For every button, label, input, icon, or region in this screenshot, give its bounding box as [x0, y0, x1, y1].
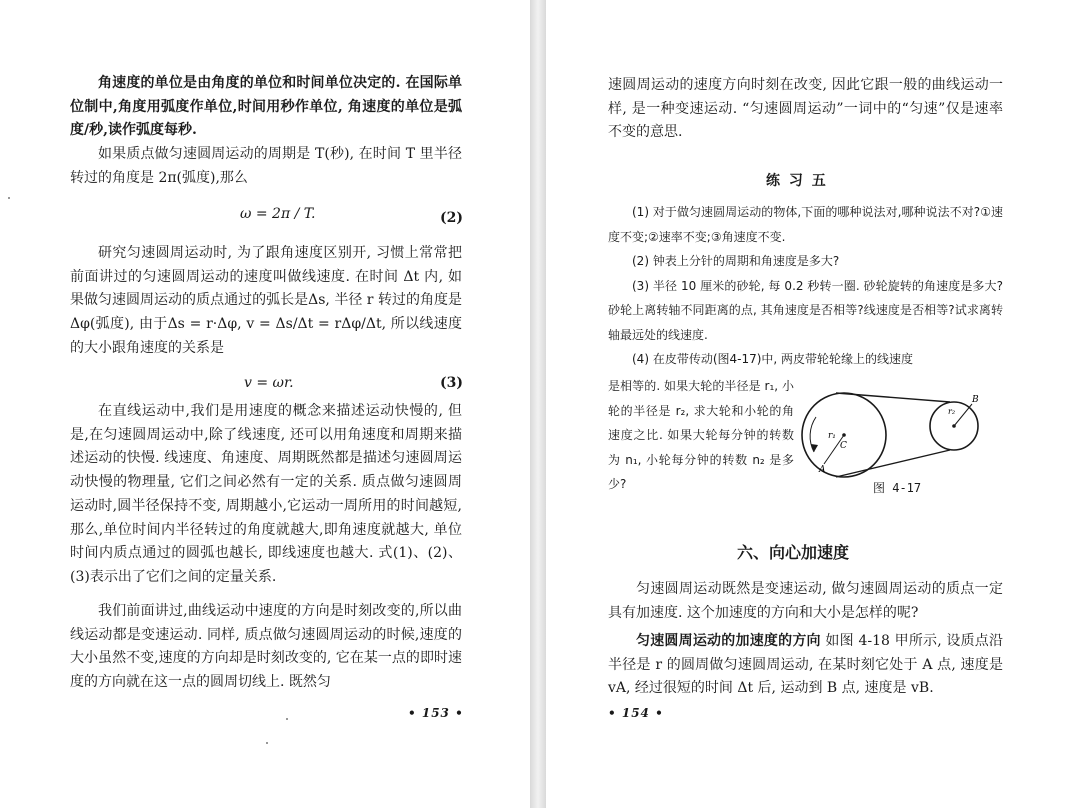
paragraph-lead: 匀速圆周运动的加速度的方向: [636, 633, 821, 649]
exercise-1: (1) 对于做匀速圆周运动的物体,下面的哪种说法对,哪种说法不对?①速度不变;②速率不变;③角速度不变.: [608, 205, 1003, 244]
exercise-title: 练 习 五: [766, 173, 828, 189]
equation-3-number: (3): [440, 375, 463, 391]
page-number-154: • 154 •: [608, 706, 664, 720]
scan-speck: [286, 718, 288, 720]
small-radius: [954, 404, 972, 426]
section-title: 六、向心加速度: [737, 543, 850, 562]
lower-belt: [836, 450, 950, 477]
r2-label: r₂: [948, 407, 956, 416]
relation-paragraph: 在直线运动中,我们是用速度的概念来描述运动快慢的, 但是,在匀速圆周运动中,除了线速度, 还可以用角速度和周期来描述运动的快慢. 线速度、角速度、周期既然都是描述匀速圆周运动快慢的物理量, 它们之间必然有一定的关系. 质点做匀速圆周运动时,圆半径保持不变, 周期越小,它运动一周所用的时间越短,那么,单位时间内半径转过的角度就越大,即角速度就越大, 单位时间内质点通过的圆弧也越长, 即线速度也越大. 式(1)、(2)、(3)表示出了它们之间的定量关系.: [70, 403, 462, 585]
r1-label: r₁: [828, 431, 836, 441]
exercise-2: (2) 钟表上分针的周期和角速度是多大?: [632, 254, 840, 268]
period-paragraph: 如果质点做匀速圆周运动的周期是 T(秒), 在时间 T 里半径转过的角度是 2π(弧度),那么: [70, 146, 462, 186]
small-wheel-center: [952, 424, 956, 428]
variable-speed-paragraph: 速圆周运动的速度方向时刻在改变, 因此它跟一般的曲线运动一样, 是一种变速运动. “匀速圆周运动”一词中的“匀速”仅是速率不变的意思.: [608, 77, 1003, 141]
linear-velocity-paragraph: 研究匀速圆周运动时, 为了跟角速度区别开, 习惯上常常把前面讲过的匀速圆周运动的速度叫做线速度. 在时间 Δt 内, 如果做匀速圆周运动的质点通过的弧长是Δs, 半径 r 转过的角度是Δφ(弧度), 由于Δs = r·Δφ, v = Δs/Δt = rΔφ/Δt, 所以线速度的大小跟角速度的关系是: [70, 245, 462, 356]
equation-2-number: (2): [440, 210, 463, 226]
figure-caption: 图 4-17: [873, 481, 922, 495]
scan-speck: [266, 742, 268, 744]
page-number-153: • 153 •: [408, 706, 464, 720]
acceleration-direction-paragraph: [608, 630, 1003, 701]
equation-3: v = ωr.: [244, 375, 294, 391]
angular-velocity-unit-paragraph: 角速度的单位是由角度的单位和时间单位决定的. 在国际单位制中,角度用弧度作单位,时间用秒作单位, 角速度的单位是弧度/秒,读作弧度每秒.: [70, 75, 462, 139]
exercise-3: (3) 半径 10 厘米的砂轮, 每 0.2 秒转一圈. 砂轮旋转的角速度是多大?砂轮上离转轴不同距离的点, 其角速度是否相等?线速度是否相等?试求离转轴最远处的线速度.: [608, 278, 1003, 342]
equation-2: ω = 2π / T.: [240, 206, 316, 222]
b-label: B: [972, 395, 979, 405]
c-label: C: [840, 441, 847, 451]
upper-belt: [836, 393, 950, 402]
page-gutter: [530, 0, 546, 808]
a-label: A: [819, 465, 826, 475]
paragraph-body: 如图 4-18 甲所示, 设质点沿半径是 r 的圆周做匀速圆周运动, 在某时刻它处于 A 点, 速度是 vA, 经过很短的时间 Δt 后, 运动到 B 点, 速度是 vB.: [608, 633, 1004, 697]
tangent-paragraph: 我们前面讲过,曲线运动中速度的方向是时刻改变的,所以曲线运动都是变速运动. 同样, 质点做匀速圆周运动的时候,速度的大小虽然不变,速度的方向却是时刻改变的, 它在某一点的即时速度的方向就在这一点的圆周切线上. 既然匀: [70, 603, 462, 691]
scan-speck: [8, 197, 10, 199]
large-wheel-center: [842, 433, 846, 437]
exercise-4-wrapped-text: 是相等的. 如果大轮的半径是 r₁, 小轮的半径是 r₂, 求大轮和小轮的角速度之比. 如果大轮每分钟的转数为 n₁, 小轮每分钟的转数 n₂ 是多少?: [608, 379, 794, 491]
exercise-4-line-1: (4) 在皮带传动(图4-17)中, 两皮带轮轮缘上的线速度: [632, 352, 914, 366]
exercise-list: [608, 200, 1003, 372]
centripetal-intro-paragraph: 匀速圆周运动既然是变速运动, 做匀速圆周运动的质点一定具有加速度. 这个加速度的方向和大小是怎样的呢?: [608, 581, 1003, 621]
left-paragraph-group-1: [70, 72, 462, 191]
